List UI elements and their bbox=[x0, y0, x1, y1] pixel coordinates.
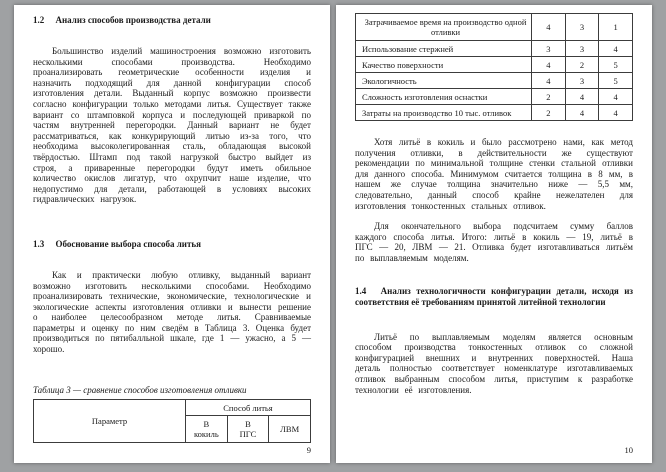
table-row-label: Экологичность bbox=[356, 73, 532, 89]
table-cell-lvm bbox=[269, 416, 311, 443]
table-row bbox=[356, 14, 633, 41]
section-1-4-heading bbox=[355, 286, 633, 308]
page-9 bbox=[14, 5, 330, 463]
table-cell-parameter: Параметр bbox=[34, 400, 186, 443]
table-cell-value: 3 bbox=[565, 14, 599, 41]
casting-comparison-table-header bbox=[33, 399, 311, 443]
table-cell-kokil bbox=[186, 416, 228, 443]
section-title: Обоснование выбора способа литья bbox=[55, 238, 202, 249]
section-number: 1.4 bbox=[355, 285, 367, 296]
page-number-9: 9 bbox=[306, 445, 311, 455]
method-label-line: В bbox=[203, 419, 210, 429]
section-title: Анализ технологичности конфигурации детали, исходя из соответствия её требованиям принятой литейной технологии bbox=[355, 285, 633, 307]
table-cell-value: 4 bbox=[532, 14, 566, 41]
table-cell-value: 3 bbox=[565, 41, 599, 57]
table-row-label: Сложность изготовления оснастки bbox=[356, 89, 532, 105]
section-title: Анализ способов производства детали bbox=[55, 15, 211, 25]
table-cell-value: 4 bbox=[532, 73, 566, 89]
table-cell-value: 3 bbox=[532, 41, 566, 57]
table-cell-value: 4 bbox=[599, 89, 633, 105]
table-row bbox=[356, 105, 633, 121]
table-cell-value: 4 bbox=[599, 105, 633, 121]
table-row bbox=[356, 41, 633, 57]
table-row-label: Затраты на производство 10 тыс. отливок bbox=[356, 105, 532, 121]
table-cell-value: 2 bbox=[532, 105, 566, 121]
table-cell-value: 1 bbox=[599, 14, 633, 41]
method-label-line: ЛВМ bbox=[280, 424, 300, 434]
table-row-label: Качество поверхности bbox=[356, 57, 532, 73]
table-cell-value: 4 bbox=[599, 41, 633, 57]
section-1-2-heading bbox=[33, 15, 311, 26]
table-row bbox=[356, 89, 633, 105]
paragraph-casting-choice: Как и практически любую отливку, выданный вариант возможно изготовить несколькими способами. Необходимо проанализировать технические, экономические, технологические и экологические аспекты изготовления отливки и вынести решение о наиболее целесообразном методе литья. Сравниваемые параметры и оценку по ним сведём в Таблица 3. Оценка будет производиться по пятибалльной шкале, где 1 — ужасно, а 5 — хорошо. bbox=[33, 269, 311, 355]
table-cell-casting-method: Способ литья bbox=[186, 400, 311, 416]
table-cell-value: 4 bbox=[565, 89, 599, 105]
table-cell-value: 2 bbox=[532, 89, 566, 105]
table-row bbox=[356, 73, 633, 89]
paragraph-score-totals: Для окончательного выбора подсчитаем сумму баллов каждого способа литья. Итого: литьё в кокиль — 19, литьё в ПГС — 20, ЛВМ — 21. Отливка будет изготавливаться литьём по выплавляемым моделям. bbox=[355, 221, 633, 263]
table-cell-value: 4 bbox=[532, 57, 566, 73]
section-1-3-heading bbox=[33, 239, 311, 250]
section-number: 1.3 bbox=[33, 238, 45, 249]
method-label-line: В bbox=[245, 419, 251, 429]
table-row-label: Затрачиваемое время на производство одной отливки bbox=[356, 14, 532, 41]
table-header-row bbox=[34, 400, 311, 416]
casting-comparison-table-body bbox=[355, 13, 633, 121]
page-10 bbox=[336, 5, 652, 463]
page-number-10: 10 bbox=[624, 445, 633, 455]
table-cell-value: 5 bbox=[599, 73, 633, 89]
method-label-line: ПГС bbox=[239, 429, 257, 439]
table-3-caption: Таблица 3 — сравнение способов изготовления отливки bbox=[33, 385, 247, 395]
paragraph-kokil-limits: Хотя литьё в кокиль и было рассмотрено нами, как метод получения отливки, в действительности же существуют рекомендации по минимальной толщине стенки стальной отливки для данного способа. Минимумом считается толщина в 8 мм, в нашем же случае толщина значительно ниже — 5,5 мм, следовательно, данный способ крайне нежелателен для изготовления тонкостенных стальных отливок. bbox=[355, 137, 633, 211]
table-row-label: Использование стержней bbox=[356, 41, 532, 57]
table-cell-value: 4 bbox=[565, 105, 599, 121]
table-cell-pgs bbox=[227, 416, 269, 443]
table-cell-value: 5 bbox=[599, 57, 633, 73]
table-row bbox=[356, 57, 633, 73]
method-label-line: кокиль bbox=[193, 429, 219, 439]
paragraph-production-methods: Большинство изделий машиностроения возможно изготовить несколькими способами производства. Необходимо проанализировать геометрические особенности изделия и назначить подходящий для данной конфигурации способ изготовления детали. Выданный корпус возможно произвести согласно конфигурации только методами литья. Существует также вариант со штамповкой корпуса и последующей приваркой по частям внутренней перегородки. Данный вариант не будет рассматриваться, как конкурирующий литью из-за того, что необходима высоколегированная сталь, обладающая высокой твёрдостью. Штамп под такой нагрузкой быстро выйдет из строя, а приваренные перегородки будут иметь обильное количество окислов лигатур, что охрупчит наше изделие, что недопустимо для детали, работающей в условиях высоких гидравлических нагрузок. bbox=[33, 46, 311, 205]
section-number: 1.2 bbox=[33, 15, 45, 25]
table-cell-value: 3 bbox=[565, 73, 599, 89]
paragraph-lvm-choice: Литьё по выплавляемым моделям является основным способом производства тонкостенных отливок со сложной конфигурацией внешних и внутренних поверхностей. Наша деталь полностью соответствует номенклатуре изготавливаемых отливок выбранным способом литья, приступим к разработке технологии её изготовления. bbox=[355, 331, 633, 395]
table-cell-value: 2 bbox=[565, 57, 599, 73]
